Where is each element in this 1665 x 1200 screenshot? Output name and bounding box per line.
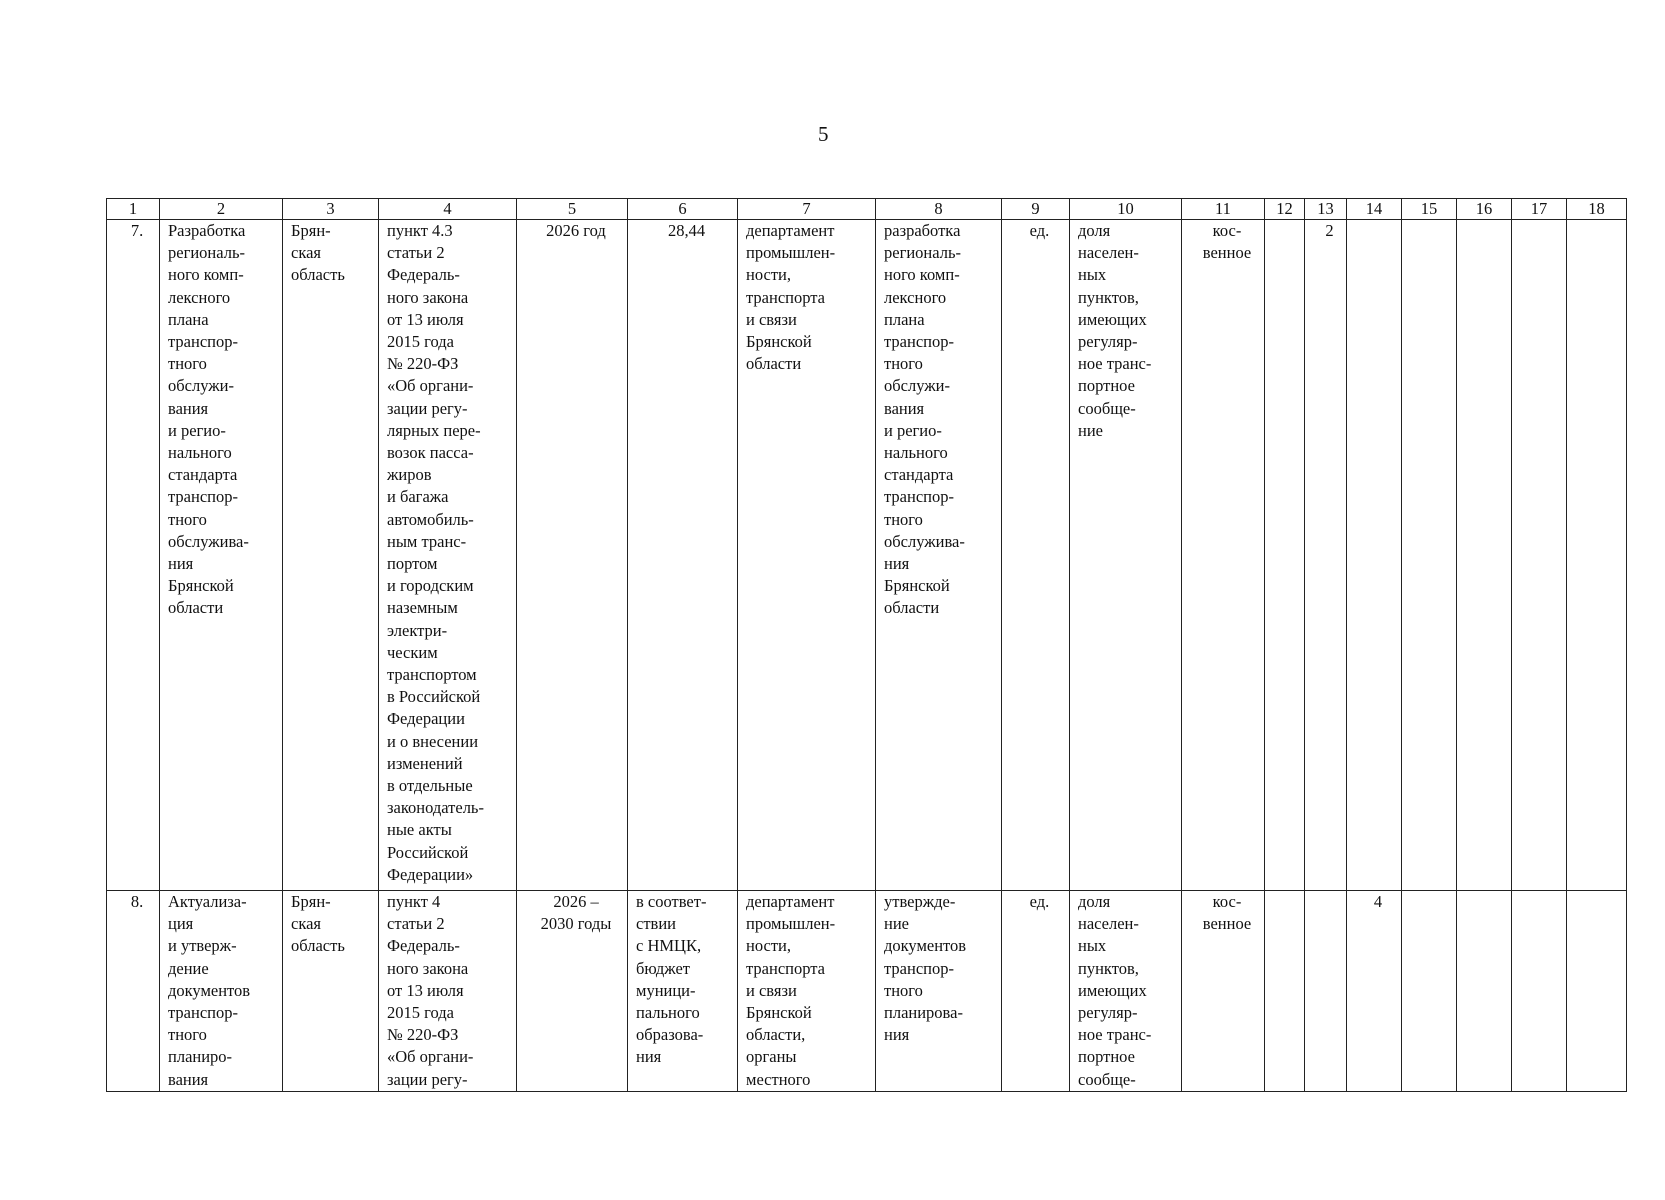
unit-cell: ед. (1002, 220, 1070, 891)
table-row (107, 220, 1627, 891)
effect-type-cell: кос- венное (1182, 891, 1265, 1092)
value-cell (1265, 220, 1305, 891)
indicator-cell: доля населен- ных пунктов, имеющих регуляр- ное транс- портное сообще- ние (1070, 220, 1182, 891)
value-cell (1512, 220, 1567, 891)
period-cell: 2026 – 2030 годы (517, 891, 628, 1092)
header-cell: 15 (1402, 199, 1457, 220)
value-cell (1567, 891, 1627, 1092)
row-number: 7. (107, 220, 160, 891)
measure-name-cell: Разработка региональ- ного комп- лексного плана транспор- тного обслужи- вания и регио- нального стандарта транспор- тного обслужива- ния Брянской области (160, 220, 283, 891)
header-cell: 9 (1002, 199, 1070, 220)
funding-cell: в соответ- ствии с НМЦК, бюджет муници- пального образова- ния (628, 891, 738, 1092)
header-cell: 2 (160, 199, 283, 220)
value-cell: 4 (1347, 891, 1402, 1092)
value-cell (1265, 891, 1305, 1092)
page-number: 5 (818, 122, 829, 146)
value-cell (1305, 891, 1347, 1092)
legal-basis-cell: пункт 4.3 статьи 2 Федераль- ного закона от 13 июля 2015 года № 220-ФЗ «Об органи- зации регу- лярных пере- возок пасса- жиров и багажа автомобиль- ным транс- портом и городским наземным электри- ческим транспортом в Российской Федерации и о внесении изменений в отдельные законодатель- ные акты Российской Федерации» (379, 220, 517, 891)
value-cell: 2 (1305, 220, 1347, 891)
legal-basis-cell: пункт 4 статьи 2 Федераль- ного закона от 13 июля 2015 года № 220-ФЗ «Об органи- зации регу- (379, 891, 517, 1092)
table-row (107, 891, 1627, 1092)
value-cell (1347, 220, 1402, 891)
period-cell: 2026 год (517, 220, 628, 891)
header-cell: 11 (1182, 199, 1265, 220)
header-cell: 8 (876, 199, 1002, 220)
header-cell: 6 (628, 199, 738, 220)
responsible-cell: департамент промышлен- ности, транспорта и связи Брянской области, органы местного (738, 891, 876, 1092)
data-table (106, 198, 1627, 1092)
measure-name-cell: Актуализа- ция и утверж- дение документов транспор- тного планиро- вания (160, 891, 283, 1092)
result-cell: утвержде- ние документов транспор- тного планирова- ния (876, 891, 1002, 1092)
responsible-cell: департамент промышлен- ности, транспорта и связи Брянской области (738, 220, 876, 891)
header-cell: 5 (517, 199, 628, 220)
header-cell: 16 (1457, 199, 1512, 220)
header-cell: 3 (283, 199, 379, 220)
header-cell: 12 (1265, 199, 1305, 220)
value-cell (1512, 891, 1567, 1092)
indicator-cell: доля населен- ных пунктов, имеющих регуляр- ное транс- портное сообще- (1070, 891, 1182, 1092)
header-cell: 10 (1070, 199, 1182, 220)
value-cell (1402, 891, 1457, 1092)
header-cell: 7 (738, 199, 876, 220)
territory-cell: Брян- ская область (283, 891, 379, 1092)
header-cell: 1 (107, 199, 160, 220)
header-cell: 13 (1305, 199, 1347, 220)
unit-cell: ед. (1002, 891, 1070, 1092)
funding-cell: 28,44 (628, 220, 738, 891)
header-cell: 4 (379, 199, 517, 220)
value-cell (1567, 220, 1627, 891)
header-row (107, 199, 1627, 220)
value-cell (1457, 891, 1512, 1092)
header-cell: 14 (1347, 199, 1402, 220)
header-cell: 18 (1567, 199, 1627, 220)
result-cell: разработка региональ- ного комп- лексного плана транспор- тного обслужи- вания и регио- нального стандарта транспор- тного обслужива- ния Брянской области (876, 220, 1002, 891)
row-number: 8. (107, 891, 160, 1092)
header-cell: 17 (1512, 199, 1567, 220)
effect-type-cell: кос- венное (1182, 220, 1265, 891)
territory-cell: Брян- ская область (283, 220, 379, 891)
value-cell (1457, 220, 1512, 891)
value-cell (1402, 220, 1457, 891)
